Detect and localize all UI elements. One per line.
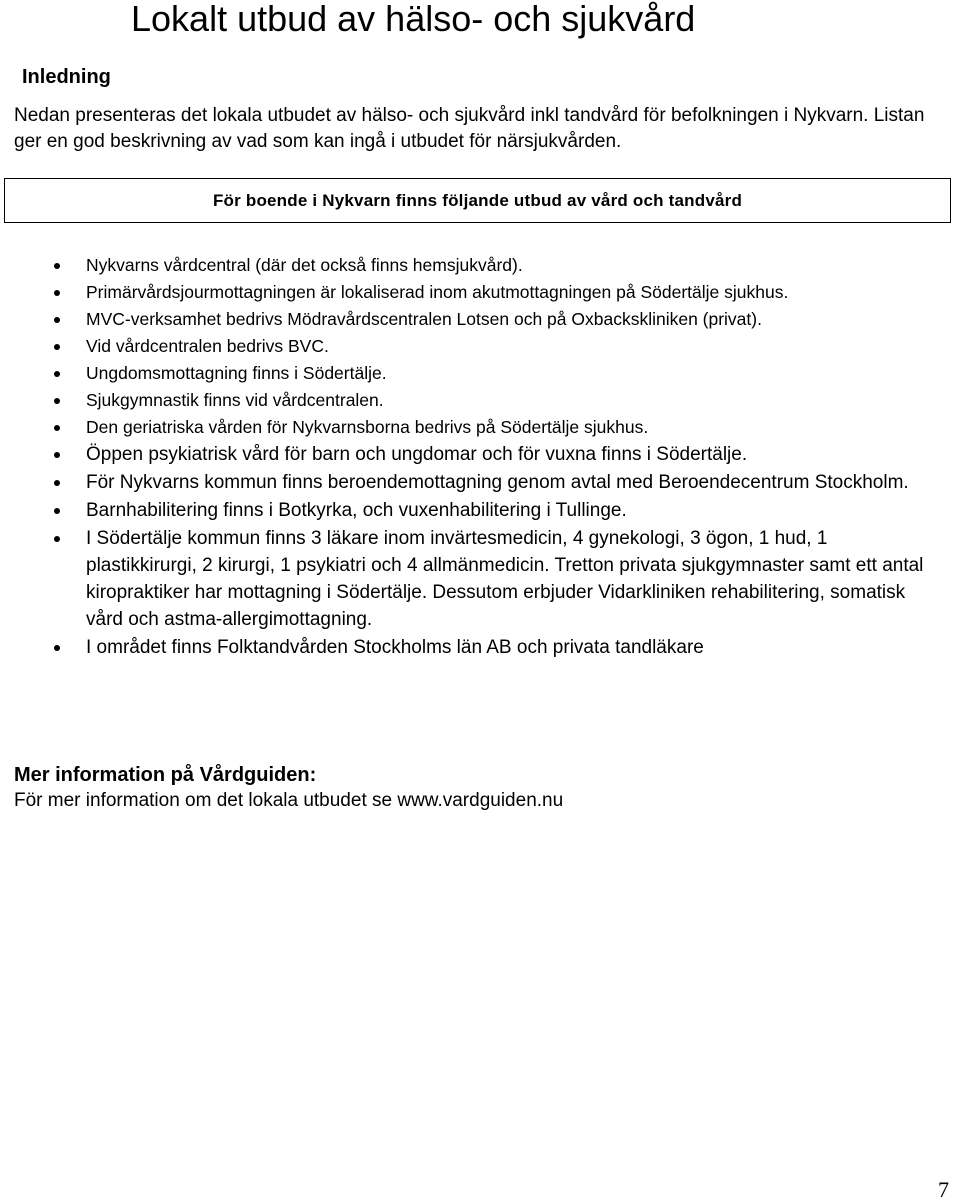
page-title: Lokalt utbud av hälso- och sjukvård — [131, 0, 696, 39]
list-item: Sjukgymnastik finns vid vårdcentralen. — [54, 387, 934, 413]
bullet-icon — [54, 508, 60, 514]
list-item: Den geriatriska vården för Nykvarnsborna bedrivs på Södertälje sjukhus. — [54, 414, 934, 440]
bullet-icon — [54, 317, 60, 323]
list-item: För Nykvarns kommun finns beroendemottagning genom avtal med Beroendecentrum Stockholm. — [54, 469, 934, 496]
list-item: Nykvarns vårdcentral (där det också finns hemsjukvård). — [54, 252, 934, 278]
list-item: Primärvårdsjourmottagningen är lokaliserad inom akutmottagningen på Södertälje sjukhus. — [54, 279, 934, 305]
bullet-icon — [54, 344, 60, 350]
bullet-icon — [54, 425, 60, 431]
more-info-text: För mer information om det lokala utbudet se www.vardguiden.nu — [14, 790, 564, 811]
list-item: I området finns Folktandvården Stockholms län AB och privata tandläkare — [54, 634, 934, 661]
bullet-icon — [54, 480, 60, 486]
bullet-icon — [54, 536, 60, 542]
intro-heading: Inledning — [22, 66, 111, 88]
list-item: Ungdomsmottagning finns i Södertälje. — [54, 360, 934, 386]
boxed-heading — [4, 178, 951, 223]
bullet-icon — [54, 263, 60, 269]
list-item: I Södertälje kommun finns 3 läkare inom invärtesmedicin, 4 gynekologi, 3 ögon, 1 hud, 1 plastikkirurgi, 2 kirurgi, 1 psykiatri och 4 allmänmedicin. Tretton privata sjukgymnaster samt ett antal kiropraktiker har mottagning i Södertälje. Dessutom erbjuder Vidarkliniken rehabilitering, somatisk vård och astma-allergimottagning. — [54, 525, 934, 633]
boxed-heading-text: För boende i Nykvarn finns följande utbud av vård och tandvård — [212, 190, 743, 210]
list-item: Öppen psykiatrisk vård för barn och ungdomar och för vuxna finns i Södertälje. — [54, 441, 934, 468]
service-list — [54, 252, 934, 662]
bullet-icon — [54, 398, 60, 404]
bullet-icon — [54, 452, 60, 458]
intro-paragraph: Nedan presenteras det lokala utbudet av hälso- och sjukvård inkl tandvård för befolkningen i Nykvarn. Listan ger en god beskrivning av vad som kan ingå i utbudet för närsjukvården. — [14, 105, 925, 152]
bullet-icon — [54, 290, 60, 296]
page-number: 7 — [938, 1177, 949, 1202]
bullet-icon — [54, 371, 60, 377]
bullet-icon — [54, 645, 60, 651]
list-item: Barnhabilitering finns i Botkyrka, och vuxenhabilitering i Tullinge. — [54, 497, 934, 524]
list-item: MVC-verksamhet bedrivs Mödravårdscentralen Lotsen och på Oxbackskliniken (privat). — [54, 306, 934, 332]
list-item: Vid vårdcentralen bedrivs BVC. — [54, 333, 934, 359]
more-info-heading: Mer information på Vårdguiden: — [14, 764, 317, 786]
